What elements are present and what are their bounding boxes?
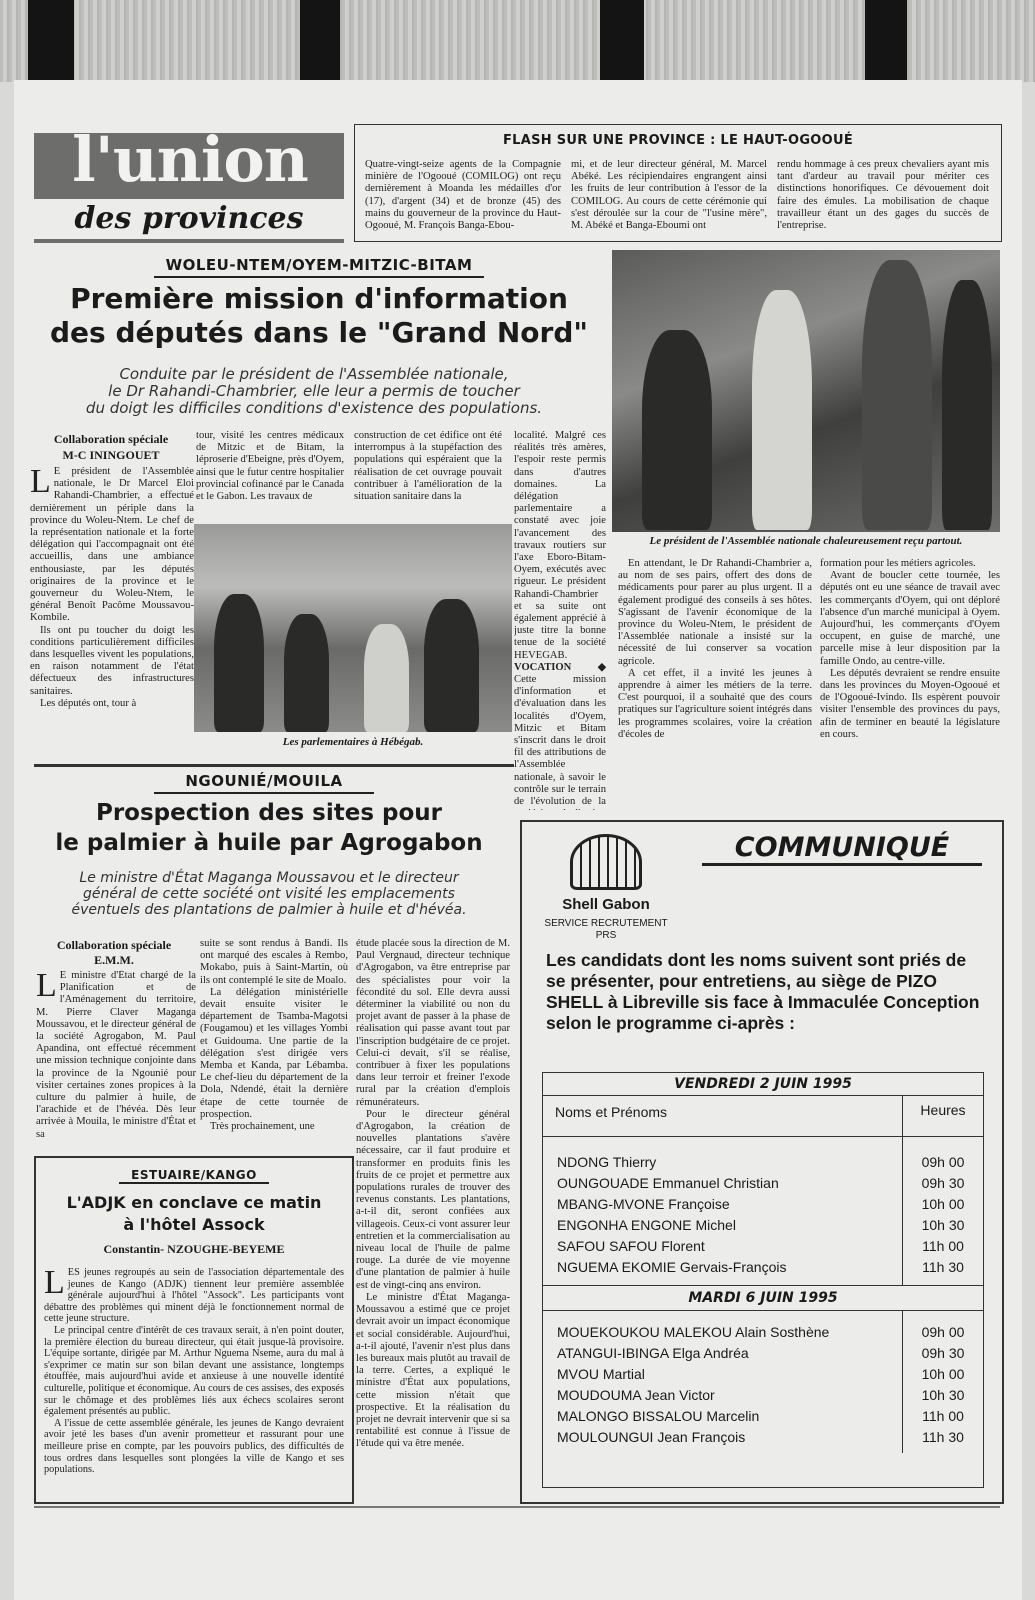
table-row <box>557 1151 902 1172</box>
communique-box <box>520 820 1004 1504</box>
shell-service: SERVICE RECRUTEMENT <box>544 918 668 929</box>
article1-col-3: construction de cet édifice ont été interrompus à la stupéfaction des populations qui espéraient que la réalisation de cet ouvrage pouvait contribuer à l'amélioration de la situation sanitaire dans la <box>354 430 502 503</box>
article2-kicker: NGOUNIÉ/MOUILA <box>154 772 374 794</box>
article3-headline <box>36 1192 352 1236</box>
article2-text: E ministre d'État chargé de la Planification et de l'Aménagement du territoire, M. Pierre Claver Maganga Moussavou, et le directeur général de la société Agrogabon, M. Paul Apandina, ont effectué récemment une mission technique conjointe dans la province de la Ngounié pour visiter certaines zones propices à la culture du palmier à huile, de l'arachide et de l'hévéa. Dès leur arrivée à Mouila, le ministre d'État et sa <box>36 970 196 1140</box>
table-row <box>557 1321 902 1342</box>
day1-rows <box>543 1137 983 1285</box>
candidate-name: MOUEKOUKOU MALEKOU Alain Sosthène <box>557 1323 830 1340</box>
day2-times <box>903 1311 983 1453</box>
candidate-name: SAFOU SAFOU Florent <box>557 1237 705 1254</box>
candidate-name: MBANG-MVONE Françoise <box>557 1195 730 1212</box>
dropcap: L <box>36 970 57 1004</box>
interview-time: 11h 00 <box>922 1407 964 1424</box>
photo-assembly-caption: Le président de l'Assemblée nationale chaleureusement reçu partout. <box>649 535 963 547</box>
article1-col-1 <box>30 466 194 756</box>
article1-text: formation pour les métiers agricoles. <box>820 558 976 569</box>
table-row <box>557 1342 902 1363</box>
table-row <box>903 1405 983 1426</box>
candidate-name: OUNGOUADE Emmanuel Christian <box>557 1174 779 1191</box>
masthead <box>34 123 344 243</box>
table-row <box>557 1256 902 1277</box>
article2-headline-line: le palmier à huile par Agrogabon <box>55 830 483 856</box>
dropcap: L <box>30 466 51 500</box>
flash-col-1: Quatre-vingt-seize agents de la Compagnie minière de l'Ogooué (COMILOG) ont reçu dernièrement à Moanda les médailles d'or (17), d'argent (34) et de bronze (45) des mains du gouverneur de la province du Haut-Ogooué, M. François Banga-Ebou- <box>365 159 561 232</box>
article2-text: Pour le directeur général d'Agrogabon, la création de nouvelles plantations s'avère nécessaire, car il faut produire et transformer en produits finis les fruits de ce projet et permettre aux populations rurales de trouver des revenus constants. Les plantations, a-t-il dit, seront confiées aux villageois. Ceux-ci vont assurer leur entretien et la commercialisation au niveau local de l'huile de palme rouge. La durée de vie moyenne d'une plantation de palmier à huile est de vingt-cinq ans environ. <box>356 1108 510 1291</box>
table-row <box>903 1384 983 1405</box>
flash-col-2: mi, et de leur directeur général, M. Marcel Abéké. Les récipiendaires engrangent ainsi les fruits de leur contribution à l'essor de la COMILOG. Au cours de cette cérémonie qui s'est déroulée sur la cour de "l'usine mère", M. Abéké et Banga-Eboumi ont <box>571 159 767 232</box>
binding-strip <box>28 0 74 82</box>
article1-headline <box>24 282 614 350</box>
article3-text: ES jeunes regroupés au sein de l'association départementale des jeunes de Kango (ADJK) tiennent leur première assemblée générale aujourd'hui à l'hôtel "Assock". Les participants vont débattre des problèmes qui minent déjà le fonctionnement normal de cette jeune structure. <box>44 1267 344 1325</box>
article2-col-1 <box>36 970 196 1150</box>
article2-headline <box>24 798 514 858</box>
newspaper-page <box>14 80 1022 1600</box>
table-row <box>903 1151 983 1172</box>
interview-time: 11h 30 <box>922 1428 964 1445</box>
table-row <box>903 1342 983 1363</box>
day2-rows <box>543 1311 983 1453</box>
binding-strip <box>865 0 907 82</box>
shell-logo <box>566 834 646 894</box>
article2-text: suite se sont rendus à Bandi. Ils ont marqué des escales à Rembo, Mokabo, puis à Saint-Martin, où ils ont contemplé le site de Moalo. <box>200 938 348 986</box>
article1-headline-line: Première mission d'information <box>70 282 568 315</box>
article1-text: Les députés ont, tour à <box>40 697 137 709</box>
day2-names <box>543 1311 903 1453</box>
article2-col-2 <box>200 938 348 1150</box>
article2-col-3 <box>356 938 510 1498</box>
interview-time: 10h 00 <box>921 1195 965 1212</box>
table-row <box>903 1172 983 1193</box>
article2-text: étude placée sous la direction de M. Paul Vergnaud, directeur technique d'Agrogabon, va être entreprise par des spécialistes pour voir la fécondité du sol. Elle devra aussi déterminer la viabilité ou non du projet avant de passer à la phase de réalisation qui passe avant tout par l'inscription budgétaire de ce projet. Celui-ci devait, s'il se réalise, contribuer à fixer les populations dans leur terroir et freiner l'exode rural par la création d'emplois rémunérateurs. <box>356 938 510 1108</box>
article1-text: Les députés devraient se rendre ensuite dans les provinces du Moyen-Ogooué et de l'Ogooué-Ivindo. Ils espèrent pouvoir visiter l'ensemble des provinces du pays, afin de terminer en beauté la législature en cours. <box>820 667 1000 740</box>
article1-col-6 <box>820 558 1000 808</box>
table-row <box>557 1363 902 1384</box>
communique-intro: Les candidats dont les noms suivent sont priés de se présenter, pour entretiens, au siège de PIZO SHELL à Libreville sis face à Immaculée Conception selon le programme ci-après : <box>546 950 980 1033</box>
table-row <box>557 1193 902 1214</box>
article3-kicker: ESTUAIRE/KANGO <box>119 1168 269 1184</box>
article3-body <box>44 1267 344 1487</box>
table-row <box>903 1256 983 1277</box>
interview-time: 10h 30 <box>921 1386 965 1403</box>
article1-headline-line: des députés dans le "Grand Nord" <box>50 316 588 349</box>
day1-heading: VENDREDI 2 JUIN 1995 <box>543 1073 983 1096</box>
interview-time: 09h 00 <box>921 1153 965 1170</box>
masthead-title: l'union <box>72 123 308 196</box>
shell-icon <box>570 834 642 890</box>
section-lead: VOCATION ◆ <box>514 661 606 673</box>
candidate-name: MALONGO BISSALOU Marcelin <box>557 1407 760 1424</box>
candidate-name: ATANGUI-IBINGA Elga Andréa <box>557 1344 749 1361</box>
article1-col-4 <box>514 430 606 810</box>
interview-time: 09h 00 <box>921 1323 965 1340</box>
photo-parliamentarians <box>194 524 512 732</box>
article1-deck <box>54 366 574 417</box>
article1-text: En attendant, le Dr Rahandi-Chambrier a, au nom de ses pairs, offert des dons de médicaments pour parer au plus urgent. Il a également prodigué des conseils à ses hôtes. S'agissant de l'avenir économique de la province du Woleu-Ntem, le président de l'Assemblée nationale a insisté sur la nécessité de lui conserver sa vocation agricole. <box>618 558 812 667</box>
article3-text: Le principal centre d'intérêt de ces travaux serait, à n'en point douter, la première élection du bureau directeur, qui était jusque-là provisoire. L'équipe sortante, dirigée par M. Arthur Nguema Nseme, aura du mal à s'exprimer ce matin sur son bilan devant une assistance, longtemps étouffée, mais aujourd'hui avide et anxieuse à une nouvelle identité culturelle, politique et économique. Au cours de ces assises, des exposés sur le chômage et des problèmes liés aux échecs scolaires seront également présentés au public. <box>44 1324 344 1418</box>
article3-byline: Constantin- NZOUGHE-BEYEME <box>103 1242 285 1256</box>
table-row <box>557 1426 902 1447</box>
table-row <box>903 1214 983 1235</box>
table-row <box>557 1172 902 1193</box>
article2-deck-line: Le ministre d'État Maganga Moussavou et le directeur <box>79 870 459 886</box>
binding-strip <box>600 0 644 82</box>
candidate-name: ENGONHA ENGONE Michel <box>557 1216 736 1233</box>
table-row <box>903 1193 983 1214</box>
table-header <box>543 1096 983 1137</box>
article2-headline-line: Prospection des sites pour <box>95 800 443 826</box>
interview-time: 11h 30 <box>922 1258 964 1275</box>
article2-deck-line: éventuels des plantations de palmier à huile et d'hévéa. <box>71 902 467 918</box>
photo-parliamentarians-caption: Les parlementaires à Hébégab. <box>282 736 424 748</box>
table-row <box>903 1235 983 1256</box>
candidate-name: NDONG Thierry <box>557 1153 657 1170</box>
article1-text: localité. Malgré ces réalités très amères, l'espoir reste permis dans d'autres domaines. La délégation parlementaire a constaté avec joie l'avancement des travaux routiers sur l'axe Eboro-Bitam-Oyem, exécutés avec rigueur. Le président Rahandi-Chambrier et sa suite ont également apprécié à juste titre la bonne tenue de la société HEVEGAB. <box>514 430 606 661</box>
communique-title: COMMUNIQUÉ <box>702 832 982 866</box>
interview-time: 11h 00 <box>922 1237 964 1254</box>
schedule-table <box>542 1072 984 1488</box>
photo-assembly-president <box>612 250 1000 532</box>
article1-deck-line: le Dr Rahandi-Chambrier, elle leur a permis de toucher <box>108 382 520 400</box>
candidate-name: MOUDOUMA Jean Victor <box>557 1386 715 1403</box>
interview-time: 09h 30 <box>921 1344 965 1361</box>
article2-text: La délégation ministérielle devait ensuite visiter le département de Tsamba-Magotsi (Fougamou) et les villages Yombi et Guidouma. Une partie de la délégation s'est dirigée vers Memba et Kanda, par Lébamba. Le chef-lieu du département de la Dola, Ndendé, était la dernière étape de cette tournée de prospection. <box>200 986 348 1120</box>
masthead-subtitle: des provinces <box>34 199 344 239</box>
table-row <box>903 1426 983 1447</box>
article1-byline-name: M-C ININGOUET <box>62 448 160 462</box>
article2-deck <box>34 870 504 918</box>
article1-text: E président de l'Assemblée nationale, le Dr Marcel Eloi Rahandi-Chambrier, a effectué dernièrement un périple dans la province du Woleu-Ntem. Le chef de la représentation nationale et la forte délégation qui l'accompagnait ont été accueillis, dans une ambiance enthousiaste, par les députés originaires de la province et le gouverneur du Woleu-Ntem, le général Benoît Pacôme Moussavou-Kombile. <box>30 466 194 624</box>
candidate-name: NGUEMA EKOMIE Gervais-François <box>557 1258 787 1275</box>
binding-strip <box>300 0 340 82</box>
interview-time: 10h 30 <box>921 1216 965 1233</box>
flash-box <box>354 124 1002 242</box>
interview-time: 09h 30 <box>921 1174 965 1191</box>
article2-text: Très prochainement, une <box>210 1121 315 1133</box>
article3-headline-line: à l'hôtel Assock <box>123 1215 265 1234</box>
col-hours-header: Heures <box>920 1102 966 1118</box>
table-row <box>557 1384 902 1405</box>
article1-text: Avant de boucler cette tournée, les députés ont eu une séance de travail avec les commerçants d'Oyem, qui ont déploré l'absence d'un marché municipal à Oyem. Aujourd'hui, les commerçants d'Oyem occupent, en guise de marché, une parcelle mise à leur disposition par la famille Ondo, au centre-ville. <box>820 570 1000 667</box>
shell-company: Shell Gabon <box>562 896 650 913</box>
article1-col-5 <box>618 558 812 808</box>
candidate-name: MVOU Martial <box>557 1365 645 1382</box>
article1-col-2: tour, visité les centres médicaux de Mitzic et de Bitam, la léproserie d'Ebeigne, près d'Oyem, ainsi que le futur centre hospitalier provincial cofinancé par le Canada et le Gabon. Les travaux de <box>196 430 344 503</box>
flash-heading: FLASH SUR UNE PROVINCE : LE HAUT-OGOOUÉ <box>502 133 854 148</box>
article2-text: Le ministre d'État Maganga-Moussavou a estimé que ce projet devrait avoir un impact économique et social considérable. Aujourd'hui, a-t-il ajouté, l'avenir n'est plus dans les bureaux mais plutôt au travail de la terre. Certes, a expliqué le ministre d'État aux populations, cette mission n'était que prospective. Et la réalisation du projet ne devrait intervenir que si sa rentabilité est connue à l'issue de l'étude qui va être menée. <box>356 1291 510 1450</box>
article2-byline-label: Collaboration spéciale <box>56 938 172 952</box>
table-row <box>557 1214 902 1235</box>
article2-byline-name: E.M.M. <box>94 953 134 967</box>
dropcap: L <box>44 1267 65 1301</box>
page-bottom-rule <box>34 1506 1000 1508</box>
article3-text: A l'issue de cette assemblée générale, les jeunes de Kango devraient avoir jeté les bases d'un avenir prometteur et rassurant pour une meilleure prise en compte, par les pouvoirs publics, des difficultés de tous ordres dans lesquelles sont plongées la ville de Kango et ses populations. <box>44 1417 344 1476</box>
article1-deck-line: du doigt les difficiles conditions d'existence des populations. <box>85 399 543 417</box>
day1-names <box>543 1137 903 1285</box>
table-row <box>903 1363 983 1384</box>
day2-heading: MARDI 6 JUIN 1995 <box>543 1285 983 1311</box>
col-name-header: Noms et Prénoms <box>543 1096 903 1136</box>
section-divider <box>34 764 514 767</box>
candidate-name: MOULOUNGUI Jean François <box>557 1428 746 1445</box>
article2-deck-line: général de cette société ont visité les emplacements <box>83 886 455 902</box>
article1-deck-line: Conduite par le président de l'Assemblée nationale, <box>119 365 509 383</box>
shell-dept: PRS <box>595 930 617 941</box>
day1-times <box>903 1137 983 1285</box>
interview-time: 10h 00 <box>921 1365 965 1382</box>
article1-text: Ils ont pu toucher du doigt les conditions particulièrement difficiles dans lesquelles vivent les populations, en raison notamment de l'état défectueux des infrastructures sanitaires. <box>30 624 194 697</box>
table-row <box>557 1235 902 1256</box>
table-row <box>903 1321 983 1342</box>
article3-headline-line: L'ADJK en conclave ce matin <box>66 1193 322 1212</box>
flash-col-3: rendu hommage à ces preux chevaliers ayant mis tant d'ardeur au travail pour mériter ces distinctions honorifiques. Ce dévouement doit faire des émules. La mobilisation de chaque travailleur étant un des gages du succès de l'entreprise. <box>777 159 989 232</box>
article1-byline-label: Collaboration spéciale <box>53 432 169 446</box>
article1-text: A cet effet, il a invité les jeunes à apprendre à aimer les métiers de la terre. C'est pourquoi, il a souhaité que des cours pratiques sur l'agriculture soient intégrés dans les programmes scolaires, voire la création d'écoles de <box>618 667 812 740</box>
article3-box <box>34 1156 354 1504</box>
article1-kicker: WOLEU-NTEM/OYEM-MITZIC-BITAM <box>154 256 484 278</box>
table-row <box>557 1405 902 1426</box>
article1-text: Cette mission d'information et d'évaluation dans les localités d'Oyem, Mitzic et Bitam s'inscrit dans le droit fil des attributions de l'Assemblée nationale, à savoir le contrôle sur le terrain de l'évolution de la <box>514 674 606 808</box>
